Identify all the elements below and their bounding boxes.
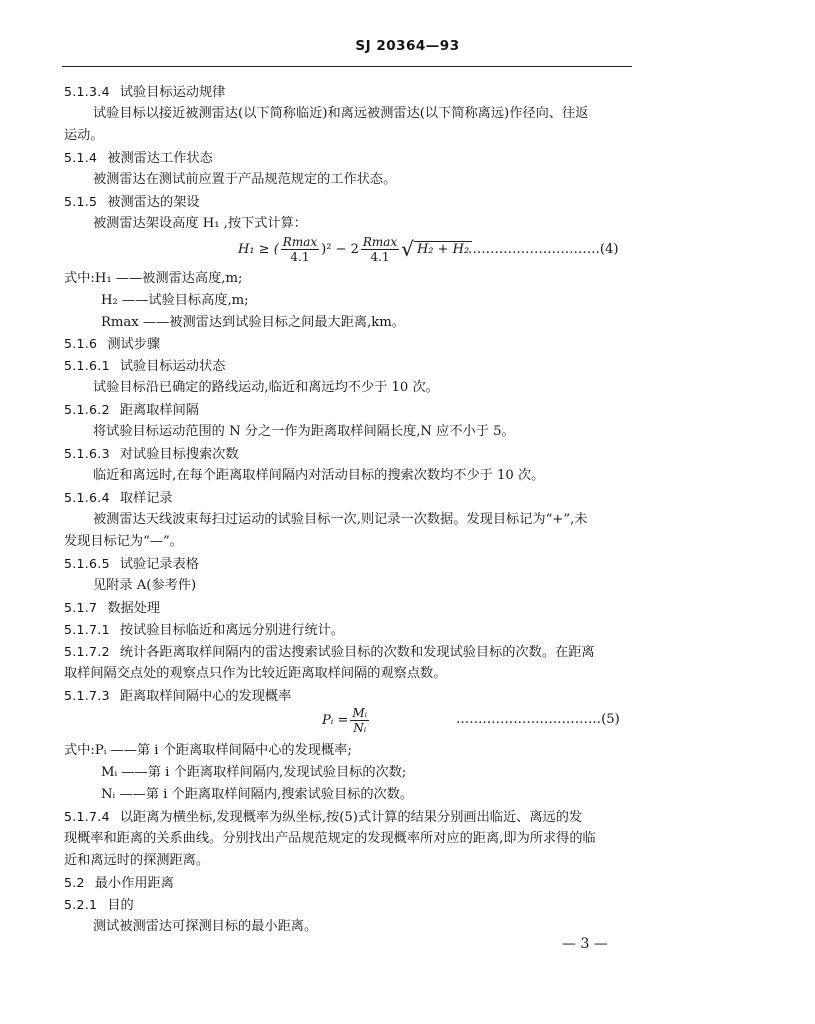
section-heading bbox=[64, 83, 225, 102]
paragraph-line: 近和离远时的探测距离。 bbox=[64, 853, 210, 868]
section-title: 目的 bbox=[107, 898, 134, 913]
where-clause: 式中:Pᵢ ——第 i 个距离取样间隔中心的发现概率; bbox=[64, 743, 352, 758]
section-heading bbox=[64, 643, 595, 662]
paragraph-line: 运动。 bbox=[64, 128, 104, 143]
paragraph-line: 现概率和距离的关系曲线。分别找出产品规范规定的发现概率所对应的距离,即为所求得的临 bbox=[64, 831, 596, 846]
section-number: 5.1.6.2 bbox=[64, 402, 110, 417]
section-title: 测试步骤 bbox=[107, 337, 161, 352]
paragraph-line: 被测雷达架设高度 H₁ ,按下式计算： bbox=[93, 216, 307, 231]
section-number: 5.1.6.3 bbox=[64, 446, 110, 461]
section-number: 5.1.3.4 bbox=[64, 84, 110, 99]
section-number: 5.2 bbox=[64, 875, 85, 890]
paragraph-line: 试验目标以接近被测雷达(以下简称临近)和离远被测雷达(以下简称离远)作径向、往返 bbox=[93, 106, 589, 121]
section-number: 5.2.1 bbox=[64, 897, 98, 912]
section-heading bbox=[64, 808, 582, 827]
document-header: SJ 20364—93 bbox=[355, 38, 460, 54]
where-clause: Mᵢ ——第 i 个距离取样间隔内,发现试验目标的次数; bbox=[101, 765, 407, 780]
section-title: 距离取样间隔中心的发现概率 bbox=[119, 689, 292, 704]
paragraph-line: 发现目标记为“—”。 bbox=[64, 534, 183, 549]
section-title: 对试验目标搜索次数 bbox=[119, 447, 239, 462]
section-heading bbox=[64, 599, 160, 618]
formula-4-fraction-1 bbox=[281, 235, 319, 264]
section-number: 5.1.5 bbox=[64, 194, 98, 209]
square-root bbox=[401, 237, 472, 261]
section-heading bbox=[64, 489, 173, 508]
paragraph-line: 被测雷达天线波束每扫过运动的试验目标一次,则记录一次数据。发现目标记为“+”,未 bbox=[93, 512, 588, 527]
page-number: — 3 — bbox=[562, 936, 608, 952]
paragraph-line: 取样间隔交点处的观察点只作为比较近距离取样间隔的观察点数。 bbox=[64, 666, 447, 681]
formula-5 bbox=[322, 702, 371, 738]
where-clause: H₂ ——试验目标高度,m; bbox=[101, 293, 249, 308]
formula-4 bbox=[238, 232, 472, 266]
fraction-denominator: 4.1 bbox=[370, 249, 390, 264]
section-heading bbox=[64, 874, 174, 893]
section-heading bbox=[64, 621, 344, 640]
formula-5-lhs: Pᵢ = bbox=[322, 712, 349, 728]
section-title: 试验记录表格 bbox=[119, 557, 199, 572]
section-number: 5.1.7.3 bbox=[64, 688, 110, 703]
section-title: 按试验目标临近和离远分别进行统计。 bbox=[119, 623, 345, 638]
formula-5-number: ……………………………(5) bbox=[456, 712, 620, 727]
section-number: 5.1.6.1 bbox=[64, 358, 110, 373]
section-title: 被测雷达工作状态 bbox=[107, 151, 213, 166]
section-number: 5.1.6.5 bbox=[64, 556, 110, 571]
section-number: 5.1.7 bbox=[64, 600, 98, 615]
section-number: 5.1.7.1 bbox=[64, 622, 110, 637]
section-number: 5.1.7.4 bbox=[64, 809, 110, 824]
radical-sign-icon: √ bbox=[401, 237, 414, 261]
fraction-numerator: Rmax bbox=[282, 234, 318, 249]
section-heading bbox=[64, 193, 200, 212]
formula-5-fraction bbox=[350, 706, 369, 735]
section-title: 最小作用距离 bbox=[94, 876, 174, 891]
section-heading bbox=[64, 555, 199, 574]
header-rule bbox=[62, 66, 632, 67]
where-clause: 式中:H₁ ——被测雷达高度,m; bbox=[64, 271, 243, 286]
section-title: 距离取样间隔 bbox=[119, 403, 199, 418]
paragraph-line: 将试验目标运动范围的 N 分之一作为距离取样间隔长度,N 应不小于 5。 bbox=[93, 424, 515, 439]
section-title: 取样记录 bbox=[119, 491, 173, 506]
section-heading bbox=[64, 687, 291, 706]
section-heading bbox=[64, 896, 134, 915]
section-title: 试验目标运动状态 bbox=[119, 359, 226, 374]
formula-4-fraction-2 bbox=[361, 235, 399, 264]
section-title: 以距离为横坐标,发现概率为纵坐标,按(5)式计算的结果分别画出临近、离远的发 bbox=[119, 810, 583, 825]
paragraph-line: 见附录 A(参考件) bbox=[93, 578, 197, 593]
formula-4-middle: )² − 2 bbox=[321, 241, 359, 257]
radicand: H₂ + H₂ bbox=[414, 241, 472, 257]
paragraph-line: 被测雷达在测试前应置于产品规范规定的工作状态。 bbox=[93, 172, 397, 187]
section-heading bbox=[64, 335, 160, 354]
section-title: 试验目标运动规律 bbox=[119, 85, 226, 100]
section-title: 统计各距离取样间隔内的雷达搜索试验目标的次数和发现试验目标的次数。在距离 bbox=[119, 645, 595, 660]
where-clause: Rmax ——被测雷达到试验目标之间最大距离,km。 bbox=[101, 315, 405, 330]
fraction-denominator: 4.1 bbox=[290, 249, 310, 264]
section-title: 数据处理 bbox=[107, 601, 161, 616]
section-number: 5.1.7.2 bbox=[64, 644, 110, 659]
fraction-numerator: Rmax bbox=[362, 234, 398, 249]
section-number: 5.1.6 bbox=[64, 336, 98, 351]
fraction-denominator: Nᵢ bbox=[353, 720, 367, 735]
section-number: 5.1.4 bbox=[64, 150, 98, 165]
paragraph-line: 测试被测雷达可探测目标的最小距离。 bbox=[93, 919, 318, 934]
section-heading bbox=[64, 401, 199, 420]
paragraph-line: 试验目标沿已确定的路线运动,临近和离远均不少于 10 次。 bbox=[93, 380, 439, 395]
formula-4-lhs: H₁ ≥ ( bbox=[238, 241, 279, 257]
formula-4-number: …………………………(4) bbox=[468, 242, 619, 257]
fraction-numerator: Mᵢ bbox=[352, 705, 368, 720]
section-heading bbox=[64, 149, 213, 168]
where-clause: Nᵢ ——第 i 个距离取样间隔内,搜索试验目标的次数。 bbox=[101, 787, 414, 802]
paragraph-line: 临近和离远时,在每个距离取样间隔内对活动目标的搜索次数均不少于 10 次。 bbox=[93, 468, 545, 483]
section-title: 被测雷达的架设 bbox=[107, 195, 200, 210]
section-heading bbox=[64, 445, 239, 464]
section-number: 5.1.6.4 bbox=[64, 490, 110, 505]
section-heading bbox=[64, 357, 225, 376]
